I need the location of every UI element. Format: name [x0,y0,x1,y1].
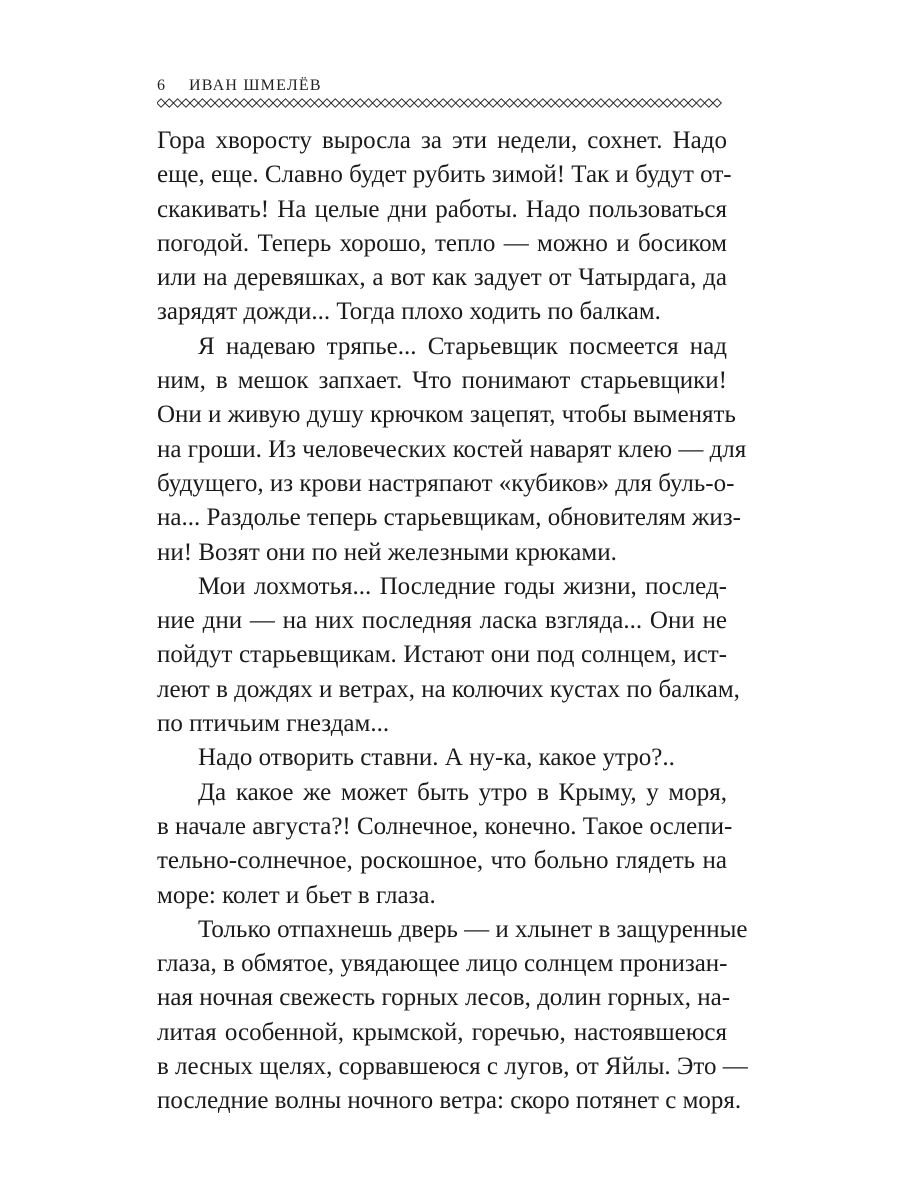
text-line: пойдут старьевщикам. Истают они под солнцем, ист- [157,641,727,669]
ornament-diamond [182,99,190,107]
ornament-diamond [306,99,314,107]
text-line: море: колет и бьет в глаза. [157,881,436,909]
ornament-diamond [522,99,530,107]
text-line: ние дни — на них последняя ласка взгляда... Они не [157,607,727,635]
ornament-diamond [497,99,505,107]
ornament-diamond [572,99,580,107]
paragraph [157,570,740,741]
text-line: глаза, в обмятое, увядающее лицо солнцем пронизан- [157,950,728,978]
ornament-diamond [248,99,256,107]
text-line: последние волны ночного ветра: скоро потянет с моря. [157,1087,742,1115]
ornament-diamond [223,99,231,107]
text-line: по птичьим гнездам... [157,710,390,738]
text-line: ним, в мешок запхает. Что понимают старьевщики! [157,367,727,395]
ornament-diamond [622,99,630,107]
running-title: ИВАН ШМЕЛЁВ [189,77,322,94]
text-line: Они и живую душу крючком зацепят, чтобы выменять [157,401,736,429]
ornament-diamond [414,99,422,107]
ornament-diamond [315,99,323,107]
ornament-diamond [364,99,372,107]
text-line: в начале августа?! Солнечное, конечно. Такое ослепи- [157,812,733,840]
ornament-diamond [232,99,240,107]
ornament-diamond [373,99,381,107]
text-line: Да какое же может быть утро в Крыму, у моря, [198,778,727,806]
text-line: Я надеваю тряпье... Старьевщик посмеется над [198,332,727,360]
paragraph [157,330,747,570]
ornament-diamond [630,99,638,107]
ornament-diamond [564,99,572,107]
body-text [157,124,748,1119]
paragraph [157,913,748,1119]
ornament-diamond [580,99,588,107]
page-number: 6 [157,77,166,94]
text-line: будущего, из крови настряпают «кубиков» для буль-о- [157,469,735,497]
ornament-diamond [256,99,264,107]
text-line: Гора хворосту выросла за эти недели, сохнет. Надо [157,127,727,154]
text-line: Только отпахнешь дверь — и хлынет в защуренные [198,915,748,943]
ornament-diamond [713,99,721,107]
ornament-diamond [447,99,455,107]
ornament-diamond [539,99,547,107]
ornament-diamond [389,99,397,107]
paragraph [157,124,732,330]
ornament-diamond [705,99,713,107]
ornament-diamond [663,99,671,107]
text-line: на гроши. Из человеческих костей наварят клею — для [157,435,747,463]
ornament-diamond [489,99,497,107]
text-line: леют в дождях и ветрах, на колючих кустах по балкам, [157,675,740,703]
text-line: Надо отворить ставни. А ну-ка, какое утро?.. [198,744,675,772]
ornament-diamond [215,99,223,107]
ornament-diamond [173,99,181,107]
ornament-diamond [597,99,605,107]
ornament-diamond [207,99,215,107]
ornament-diamond [439,99,447,107]
ornament-diamond [165,99,173,107]
text-line: Мои лохмотья... Последние годы жизни, послед- [198,572,727,600]
ornament-diamond [688,99,696,107]
ornament-diamond [281,99,289,107]
ornament-diamond [198,99,206,107]
ornament-diamond [265,99,273,107]
ornament-diamond [422,99,430,107]
ornament-diamond [331,99,339,107]
ornament-diamond [514,99,522,107]
ornament-diamond [157,99,165,107]
ornament-diamond [555,99,563,107]
ornament-diamond [431,99,439,107]
text-line: погодой. Теперь хорошо, тепло — можно и босиком [157,229,727,257]
ornament-diamond [655,99,663,107]
ornament-divider [157,97,727,109]
ornament-diamond [472,99,480,107]
text-line: скакивать! На целые дни работы. Надо пользоваться [157,195,727,223]
ornament-diamond [505,99,513,107]
ornament-diamond [273,99,281,107]
text-line: ная ночная свежесть горных лесов, долин горных, на- [157,984,731,1012]
paragraph [157,776,733,913]
ornament-diamond [638,99,646,107]
text-line: тельно-солнечное, роскошное, что больно глядеть на [157,847,727,875]
ornament-diamond [406,99,414,107]
ornament-diamond [680,99,688,107]
ornament-diamond [323,99,331,107]
ornament-diamond [547,99,555,107]
ornament-diamond [456,99,464,107]
ornament-diamond [348,99,356,107]
ornament-diamond [613,99,621,107]
ornament-diamond [240,99,248,107]
text-line: на... Раздолье теперь старьевщикам, обновителям жиз- [157,504,741,532]
ornament-diamond [588,99,596,107]
ornament-diamond [671,99,679,107]
ornament-diamond [464,99,472,107]
ornament-diamond [298,99,306,107]
paragraph [157,741,727,775]
ornament-diamond [481,99,489,107]
ornament-diamond [398,99,406,107]
text-line: литая особенной, крымской, горечью, настоявшеюся [157,1018,727,1046]
text-line: еще, еще. Славно будет рубить зимой! Так и будут от- [157,161,732,189]
ornament-diamond [530,99,538,107]
ornament-diamond [647,99,655,107]
page-header [157,77,727,99]
ornament-diamond [190,99,198,107]
ornament-diamond [290,99,298,107]
ornament-diamond [605,99,613,107]
text-line: или на деревяшках, а вот как задует от Чатырдага, да [157,264,727,292]
ornament-diamond [339,99,347,107]
text-line: ни! Возят они по ней железными крюками. [157,538,617,566]
ornament-diamond [381,99,389,107]
text-line: в лесных щелях, сорвавшеюся с лугов, от Яйлы. Это — [157,1053,748,1081]
text-line: зарядят дожди... Тогда плохо ходить по балкам. [157,298,661,326]
ornament-diamond [356,99,364,107]
ornament-diamond [696,99,704,107]
